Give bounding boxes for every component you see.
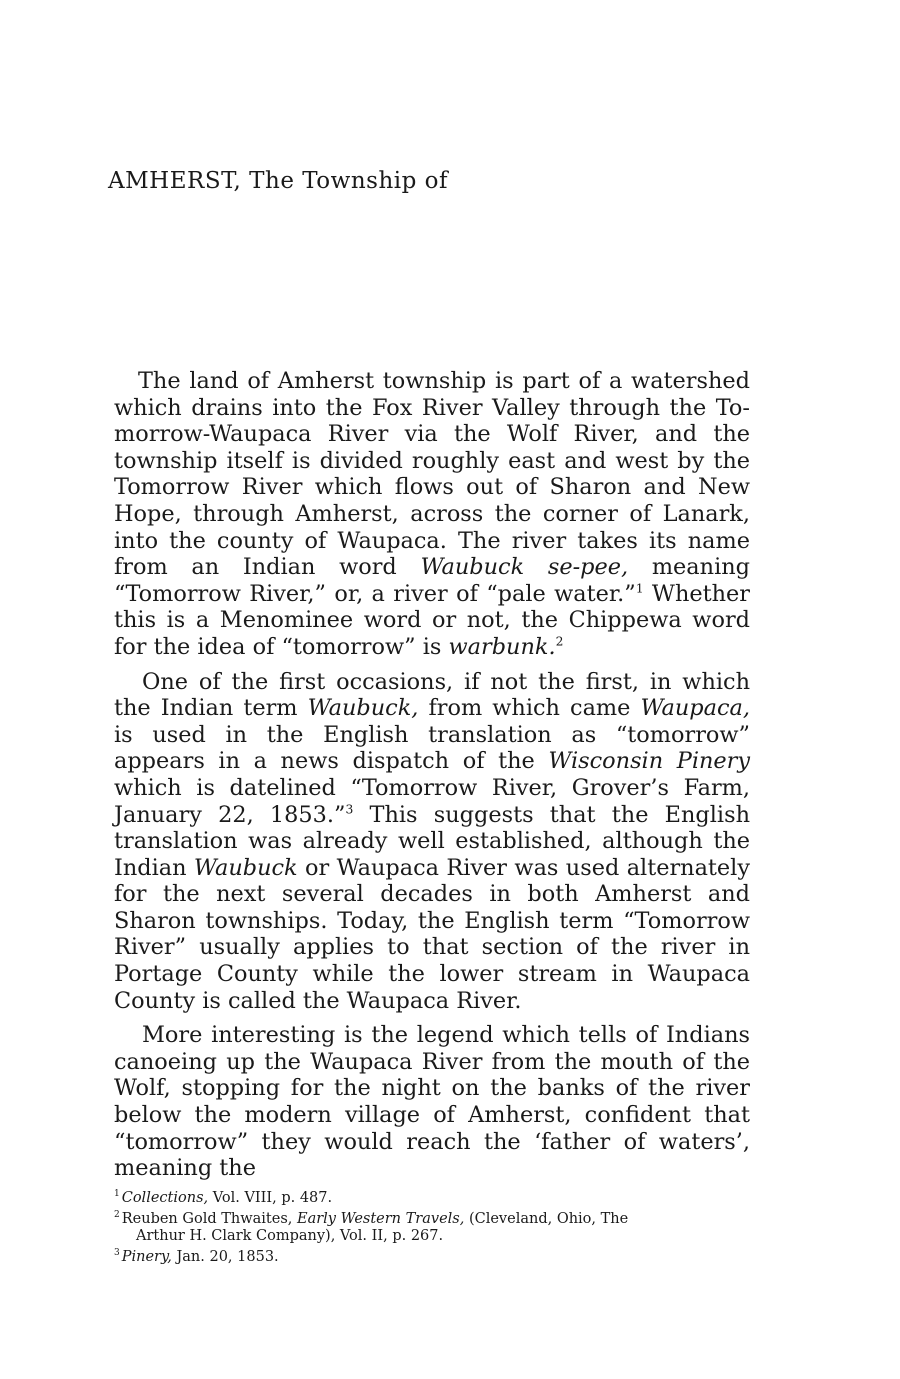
text-run: or Waupaca River was used alternately for the next several decades in both Amherst and Sharon townships. Today, the English term “Tomorrow River” usually applies to that section of the river in Portage County while the lower stream in Waupaca County is called the Waupaca River. [114,854,750,1014]
footnote-1 [114,1186,754,1207]
italic-run: Wisconsin Pinery [548,748,750,775]
paragraph-1 [114,368,750,661]
text-run: meaning “Tomorrow River,” or, a river of “pale water.” [114,554,750,607]
paragraph-3 [114,1022,750,1182]
italic-run: Pinery, [121,1248,172,1265]
italic-run: warbunk. [448,633,556,660]
text-run: Jan. 20, 1853. [171,1248,279,1265]
text-run: which is datelined “Tomorrow River, Grover’s Farm, January 22, 1853.” [114,774,750,828]
footnote-number: 3 [114,1247,120,1258]
chapter-title: AMHERST, The Township of [108,168,449,194]
italic-run: Waubuck se-pee, [420,554,629,581]
footnote-2-continuation: Arthur H. Clark Company), Vol. II, p. 267. [136,1227,444,1244]
text-run: (Cleveland, Ohio, The [464,1210,629,1227]
text-run: One of the first occasions, if not the first, in which the Indian term [114,668,750,722]
footnote-ref: 3 [345,802,354,817]
footnote-2 [114,1207,754,1228]
text-run: is used in the English translation as “tomorrow” appears in a news dispatch of the [114,721,750,775]
italic-run: Collections, [121,1189,209,1206]
body-text [114,368,750,1190]
text-run: Reuben Gold Thwaites, [121,1210,297,1227]
paragraph-2 [114,669,750,1015]
footnotes [114,1186,754,1265]
italic-run: Waubuck [193,854,298,881]
text-run: This suggests that the English translation was already well established, although the Indian [114,801,750,881]
italic-run: Early Western Travels, [297,1210,465,1227]
footnote-ref: 2 [555,634,564,649]
italic-run: Waubuck, [307,695,419,722]
text-run: from which came [418,695,641,722]
text-run: Vol. VIII, p. 487. [208,1189,333,1206]
italic-run: Waupaca, [640,695,750,722]
footnote-number: 1 [114,1189,120,1199]
footnote-ref: 1 [635,581,644,596]
text-run: More interesting is the legend which tells of Indians canoeing up the Waupaca River from the mouth of the Wolf, stopping for the night on the banks of the river below the modern village of Amherst, confident that “tomorrow” they would reach the ‘father of waters’, meaning the [114,1022,750,1182]
footnote-number: 2 [114,1209,120,1220]
footnote-3 [114,1245,754,1266]
text-run: Whether this is a Menominee word or not, the Chippewa word for the idea of “tomorrow” is [114,580,750,660]
text-run: The land of Amherst township is part of a watershed which drains into the Fox River Valley through the Tomorrow-Waupaca River via the Wolf River, and the township itself is divided roughly east and west by the Tomorrow River which flows out of Sharon and New Hope, through Amherst, across the corner of Lanark, into the county of Waupaca. The river takes its name from an Indian word [114,368,750,581]
